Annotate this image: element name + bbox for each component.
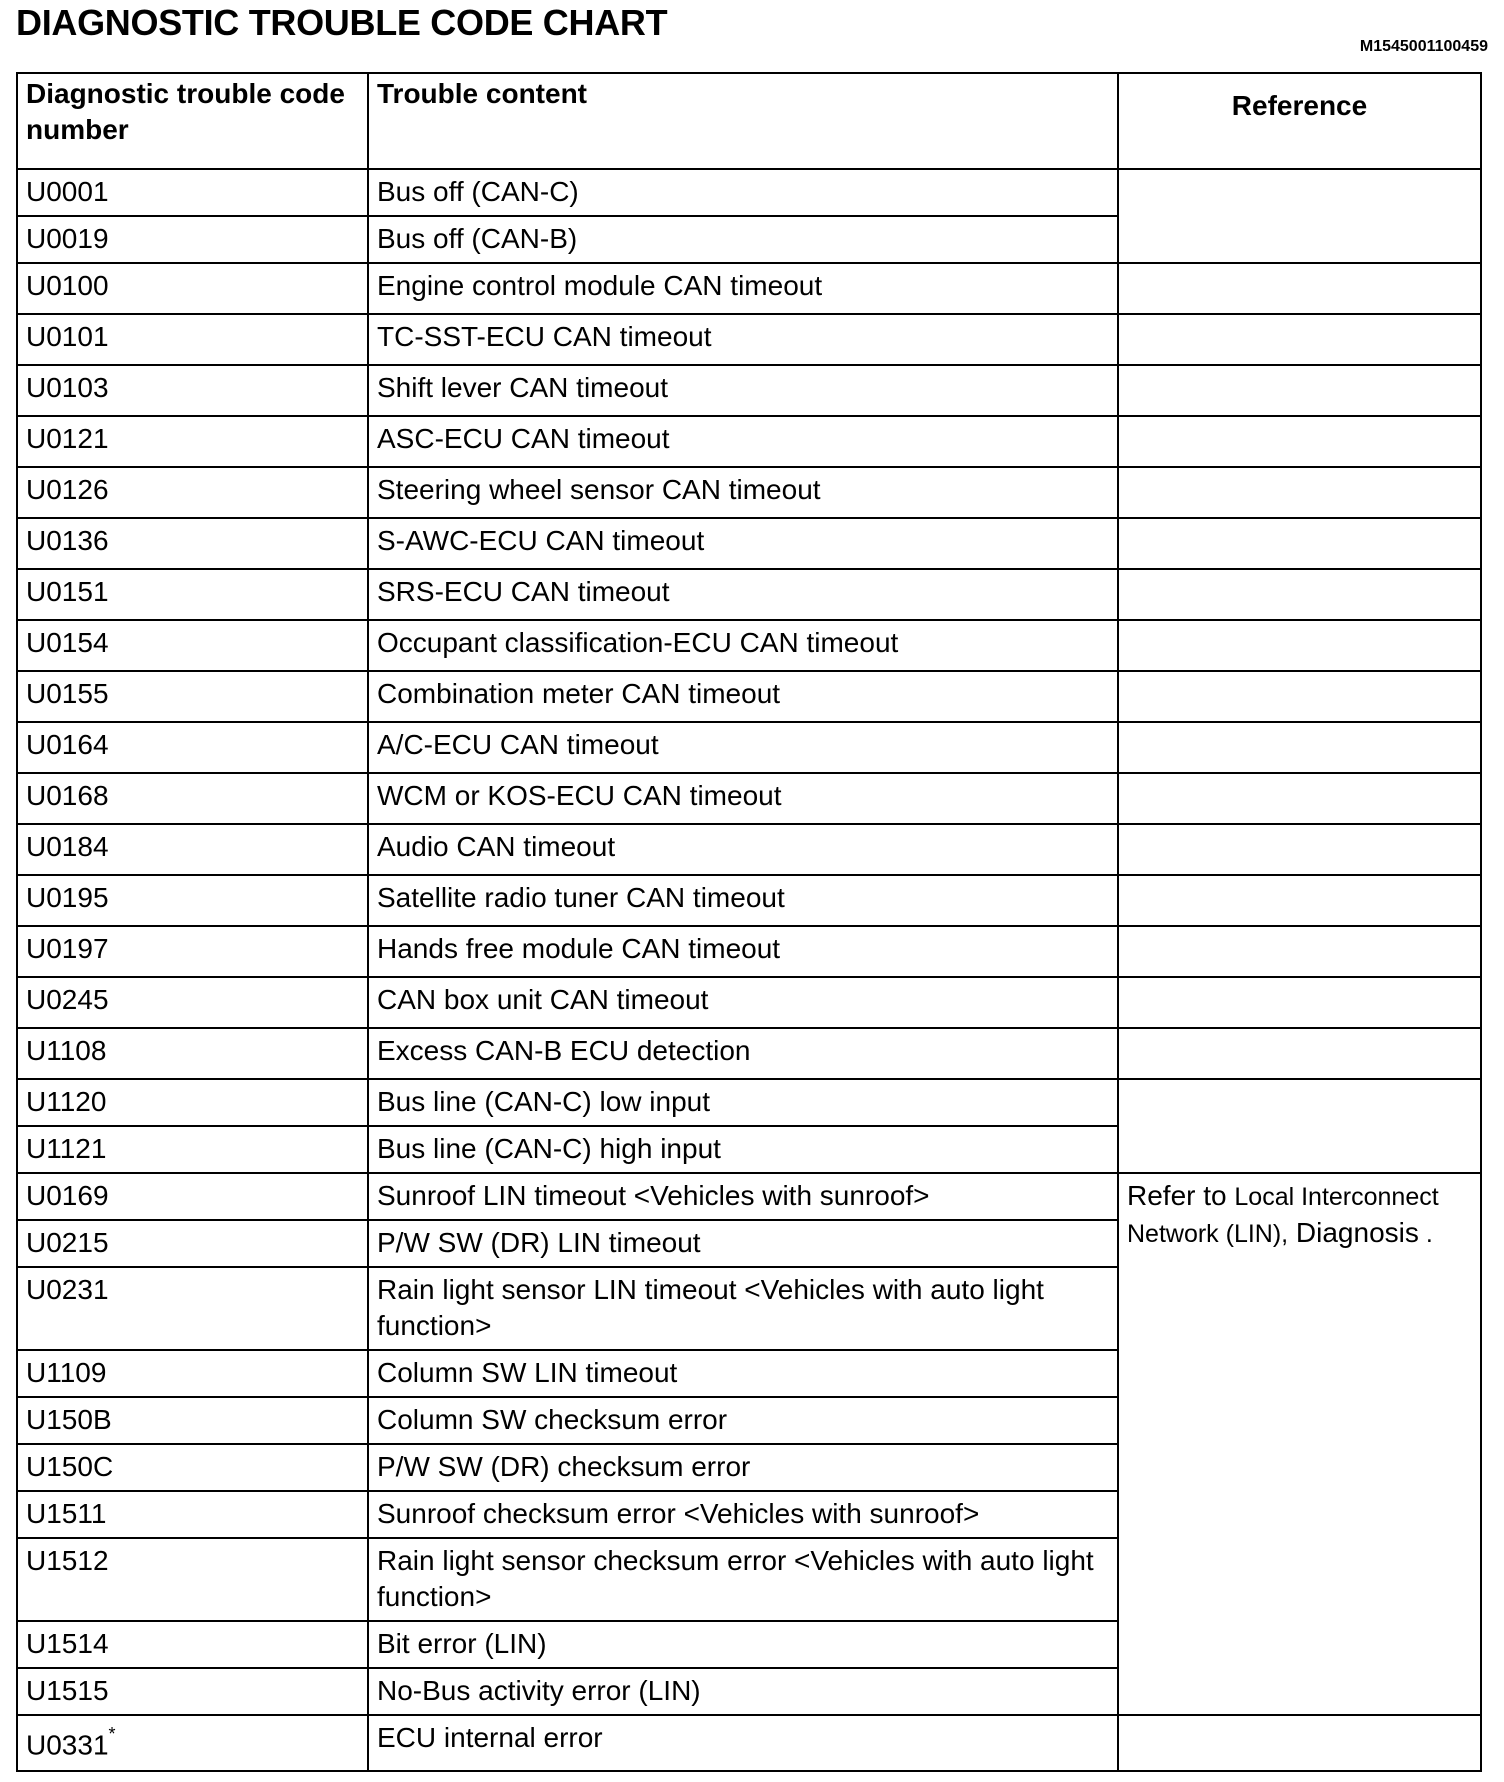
header-content: Trouble content xyxy=(368,73,1118,169)
dtc-content: Shift lever CAN timeout xyxy=(368,365,1118,416)
reference-cell-empty xyxy=(1118,169,1481,263)
dtc-content: Engine control module CAN timeout xyxy=(368,263,1118,314)
reference-cell-empty xyxy=(1118,263,1481,314)
dtc-content: A/C-ECU CAN timeout xyxy=(368,722,1118,773)
document-id: M1545001100459 xyxy=(1359,38,1488,55)
table-row xyxy=(17,263,1481,314)
dtc-code: U0121 xyxy=(17,416,368,467)
reference-cell-empty xyxy=(1118,314,1481,365)
table-row xyxy=(17,569,1481,620)
dtc-content: Excess CAN-B ECU detection xyxy=(368,1028,1118,1079)
dtc-content: Bus line (CAN-C) high input xyxy=(368,1126,1118,1173)
dtc-code: U1515 xyxy=(17,1668,368,1715)
reference-end: . xyxy=(1425,1220,1433,1248)
reference-prefix: Refer to xyxy=(1127,1180,1227,1211)
reference-cell-empty xyxy=(1118,926,1481,977)
dtc-code: U1108 xyxy=(17,1028,368,1079)
reference-cell-empty xyxy=(1118,620,1481,671)
dtc-code: U1120 xyxy=(17,1079,368,1126)
dtc-code: U0195 xyxy=(17,875,368,926)
dtc-content: WCM or KOS-ECU CAN timeout xyxy=(368,773,1118,824)
reference-cell-empty xyxy=(1118,1715,1481,1771)
dtc-code: U0154 xyxy=(17,620,368,671)
reference-cell-empty xyxy=(1118,824,1481,875)
reference-cell-empty xyxy=(1118,416,1481,467)
dtc-code: U1121 xyxy=(17,1126,368,1173)
dtc-content: P/W SW (DR) LIN timeout xyxy=(368,1220,1118,1267)
table-row xyxy=(17,671,1481,722)
dtc-content: Column SW LIN timeout xyxy=(368,1350,1118,1397)
footnote-mark: * xyxy=(108,1724,116,1744)
table-row xyxy=(17,1079,1481,1126)
dtc-code: U1512 xyxy=(17,1538,368,1621)
dtc-content: Hands free module CAN timeout xyxy=(368,926,1118,977)
dtc-code: U1514 xyxy=(17,1621,368,1668)
table-row xyxy=(17,314,1481,365)
table-row xyxy=(17,1715,1481,1771)
dtc-content: ASC-ECU CAN timeout xyxy=(368,416,1118,467)
table-row xyxy=(17,875,1481,926)
dtc-code: U0331 xyxy=(26,1729,109,1761)
reference-cell-empty xyxy=(1118,1028,1481,1079)
dtc-content: Occupant classification-ECU CAN timeout xyxy=(368,620,1118,671)
dtc-code: U0231 xyxy=(17,1267,368,1350)
table-row xyxy=(17,1173,1481,1220)
dtc-code: U0164 xyxy=(17,722,368,773)
dtc-content: Rain light sensor checksum error <Vehicles with auto light function> xyxy=(368,1538,1118,1621)
dtc-content: SRS-ECU CAN timeout xyxy=(368,569,1118,620)
reference-cell-empty xyxy=(1118,722,1481,773)
dtc-code: U150C xyxy=(17,1444,368,1491)
table-row xyxy=(17,169,1481,216)
dtc-code: U1109 xyxy=(17,1350,368,1397)
reference-cell-empty xyxy=(1118,773,1481,824)
reference-cell-empty xyxy=(1118,671,1481,722)
dtc-content: Sunroof LIN timeout <Vehicles with sunroof> xyxy=(368,1173,1118,1220)
dtc-content: Bus line (CAN-C) low input xyxy=(368,1079,1118,1126)
reference-cell-empty xyxy=(1118,518,1481,569)
dtc-content: Bit error (LIN) xyxy=(368,1621,1118,1668)
header-code: Diagnostic trouble code number xyxy=(17,73,368,169)
dtc-code: U0126 xyxy=(17,467,368,518)
reference-cell-empty xyxy=(1118,467,1481,518)
dtc-content: ECU internal error xyxy=(368,1715,1118,1771)
reference-cell-empty xyxy=(1118,875,1481,926)
table-row xyxy=(17,467,1481,518)
dtc-code: U0155 xyxy=(17,671,368,722)
dtc-code: U0184 xyxy=(17,824,368,875)
dtc-code: U0245 xyxy=(17,977,368,1028)
dtc-code: U150B xyxy=(17,1397,368,1444)
header-reference: Reference xyxy=(1118,73,1481,169)
dtc-content: Column SW checksum error xyxy=(368,1397,1118,1444)
page-title: DIAGNOSTIC TROUBLE CODE CHART xyxy=(16,2,668,43)
dtc-content: Satellite radio tuner CAN timeout xyxy=(368,875,1118,926)
dtc-code: U0103 xyxy=(17,365,368,416)
dtc-content: P/W SW (DR) checksum error xyxy=(368,1444,1118,1491)
dtc-code: U0101 xyxy=(17,314,368,365)
dtc-content: Audio CAN timeout xyxy=(368,824,1118,875)
dtc-content: Sunroof checksum error <Vehicles with sunroof> xyxy=(368,1491,1118,1538)
dtc-code-cell xyxy=(17,1715,368,1771)
dtc-content: Bus off (CAN-C) xyxy=(368,169,1118,216)
dtc-content: TC-SST-ECU CAN timeout xyxy=(368,314,1118,365)
dtc-code: U1511 xyxy=(17,1491,368,1538)
dtc-code: U0168 xyxy=(17,773,368,824)
lin-diagnosis-link[interactable]: Local Interconnect Network (LIN), xyxy=(1127,1183,1439,1248)
reference-cell-empty xyxy=(1118,569,1481,620)
dtc-content: No-Bus activity error (LIN) xyxy=(368,1668,1118,1715)
table-row xyxy=(17,824,1481,875)
dtc-code: U0019 xyxy=(17,216,368,263)
table-row xyxy=(17,926,1481,977)
dtc-code: U0215 xyxy=(17,1220,368,1267)
table-row xyxy=(17,620,1481,671)
table-row xyxy=(17,977,1481,1028)
dtc-table xyxy=(16,72,1482,1772)
reference-cell-empty xyxy=(1118,1079,1481,1173)
dtc-code: U0136 xyxy=(17,518,368,569)
dtc-content: Steering wheel sensor CAN timeout xyxy=(368,467,1118,518)
reference-cell-empty xyxy=(1118,977,1481,1028)
table-row xyxy=(17,722,1481,773)
table-row xyxy=(17,1028,1481,1079)
dtc-content: Combination meter CAN timeout xyxy=(368,671,1118,722)
table-row xyxy=(17,773,1481,824)
dtc-code: U0197 xyxy=(17,926,368,977)
table-row xyxy=(17,518,1481,569)
dtc-code: U0100 xyxy=(17,263,368,314)
dtc-content: Rain light sensor LIN timeout <Vehicles with auto light function> xyxy=(368,1267,1118,1350)
dtc-code: U0001 xyxy=(17,169,368,216)
reference-suffix[interactable]: Diagnosis xyxy=(1295,1217,1419,1248)
table-row xyxy=(17,416,1481,467)
dtc-code: U0151 xyxy=(17,569,368,620)
table-row xyxy=(17,365,1481,416)
dtc-content: CAN box unit CAN timeout xyxy=(368,977,1118,1028)
reference-cell-empty xyxy=(1118,365,1481,416)
dtc-content: S-AWC-ECU CAN timeout xyxy=(368,518,1118,569)
lin-reference-cell xyxy=(1118,1173,1481,1715)
dtc-code: U0169 xyxy=(17,1173,368,1220)
dtc-content: Bus off (CAN-B) xyxy=(368,216,1118,263)
